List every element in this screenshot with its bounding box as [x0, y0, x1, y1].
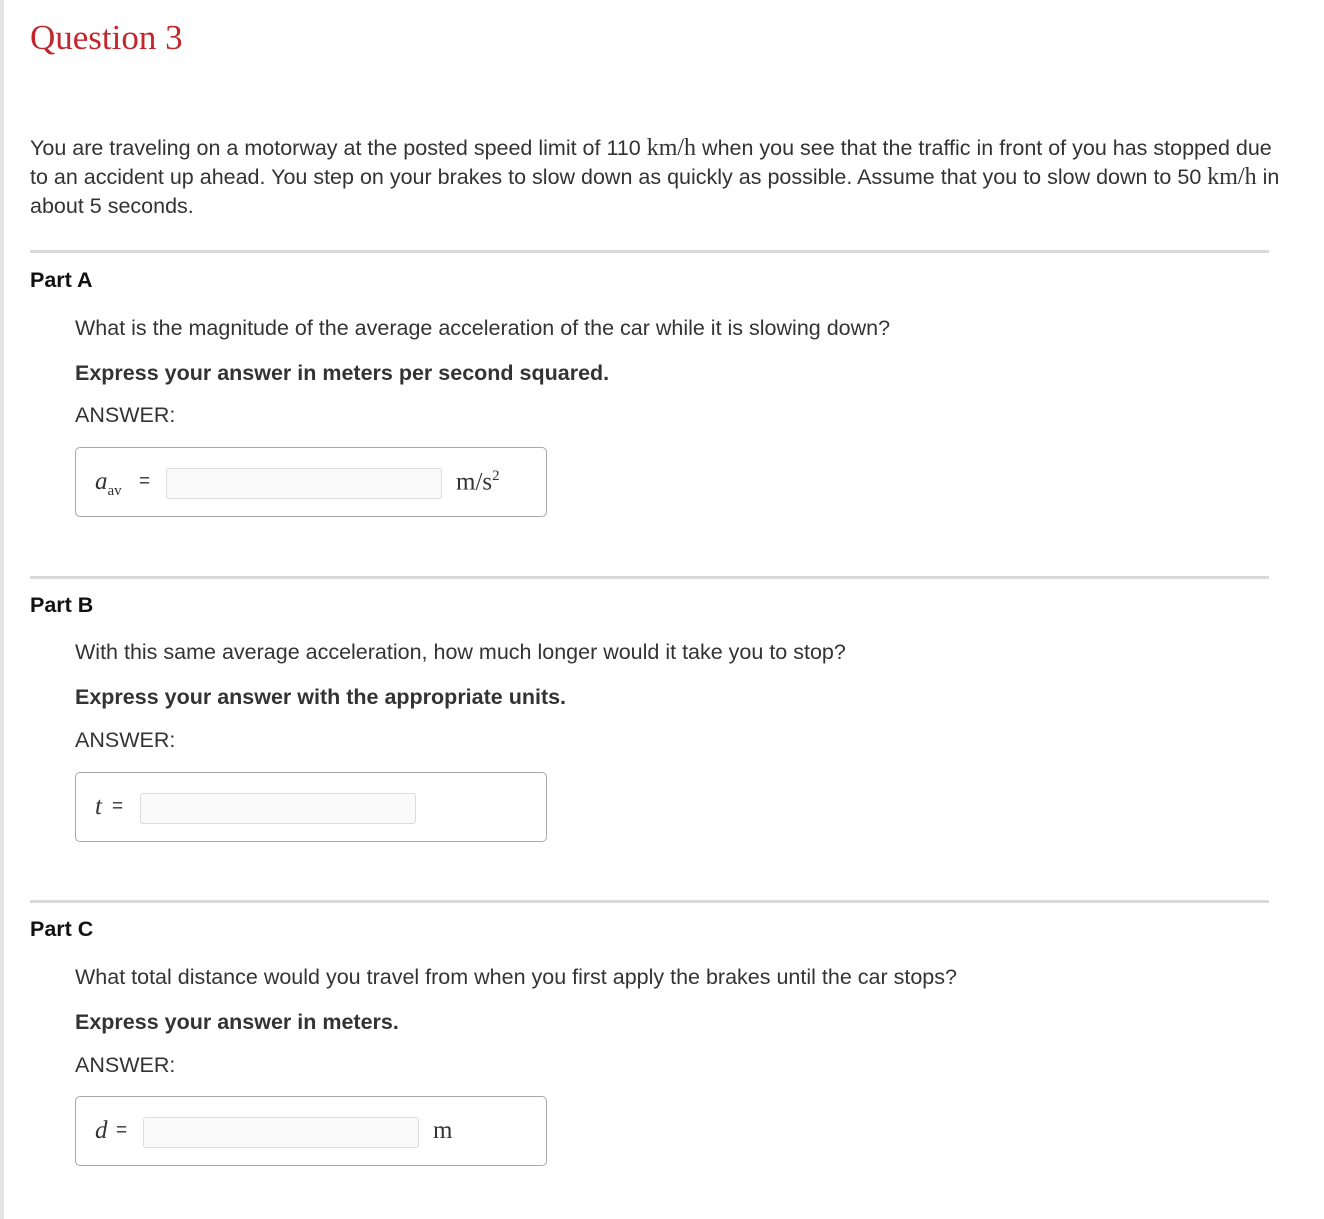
intro-text-1: You are traveling on a motorway at the posted speed limit of 110: [30, 136, 647, 160]
part-c-equals: =: [116, 1120, 128, 1141]
part-c-question: What total distance would you travel from when you first apply the brakes until the car stops?: [75, 965, 957, 989]
intro-text-2: when you see that the traffic in front of you has stopped due to an accident up ahead. You step on your brakes to slow down as quickly as possible. Assume that you to slow down to 50: [30, 136, 1272, 189]
part-b-answer-input[interactable]: [140, 793, 416, 824]
left-page-rule: [0, 0, 4, 1219]
part-c-divider: [30, 900, 1269, 903]
part-b-equals: =: [112, 796, 124, 817]
part-b-title: Part B: [30, 593, 94, 617]
part-a-answer-input[interactable]: [166, 468, 442, 499]
part-b-divider: [30, 576, 1269, 579]
intro-text-3: in about 5 seconds.: [30, 165, 1280, 218]
question-intro: [30, 134, 1280, 221]
part-b-instruction: Express your answer with the appropriate units.: [75, 685, 567, 709]
part-a-variable-subscript: av: [107, 483, 122, 499]
part-a-equals: =: [139, 471, 151, 492]
part-a-unit-superscript: 2: [492, 468, 500, 484]
part-a-unit-base: m/s: [456, 468, 493, 496]
part-c-answer-label: ANSWER:: [75, 1053, 176, 1077]
part-a-answer-label: ANSWER:: [75, 403, 176, 427]
part-b-answer-box: [75, 772, 547, 842]
question-title: Question 3: [30, 18, 183, 57]
intro-unit-1: km/h: [646, 135, 697, 161]
part-c-variable: d: [95, 1117, 108, 1144]
part-c-unit: m: [433, 1117, 453, 1144]
part-a-variable: [95, 468, 122, 500]
part-a-question: What is the magnitude of the average acceleration of the car while it is slowing down?: [75, 316, 891, 340]
part-b-question: With this same average acceleration, how much longer would it take you to stop?: [75, 640, 846, 664]
part-a-instruction: Express your answer in meters per second squared.: [75, 361, 610, 385]
part-a-answer-box: [75, 447, 547, 517]
part-a-unit: [456, 468, 500, 496]
part-b-answer-label: ANSWER:: [75, 728, 176, 752]
part-c-answer-box: [75, 1096, 547, 1166]
part-c-answer-input[interactable]: [143, 1117, 419, 1148]
intro-unit-2: km/h: [1207, 164, 1257, 190]
part-a-variable-symbol: a: [95, 468, 108, 495]
part-a-divider: [30, 250, 1269, 253]
part-c-instruction: Express your answer in meters.: [75, 1010, 399, 1034]
part-c-title: Part C: [30, 917, 94, 941]
part-a-title: Part A: [30, 268, 93, 292]
part-b-variable: t: [95, 793, 102, 820]
